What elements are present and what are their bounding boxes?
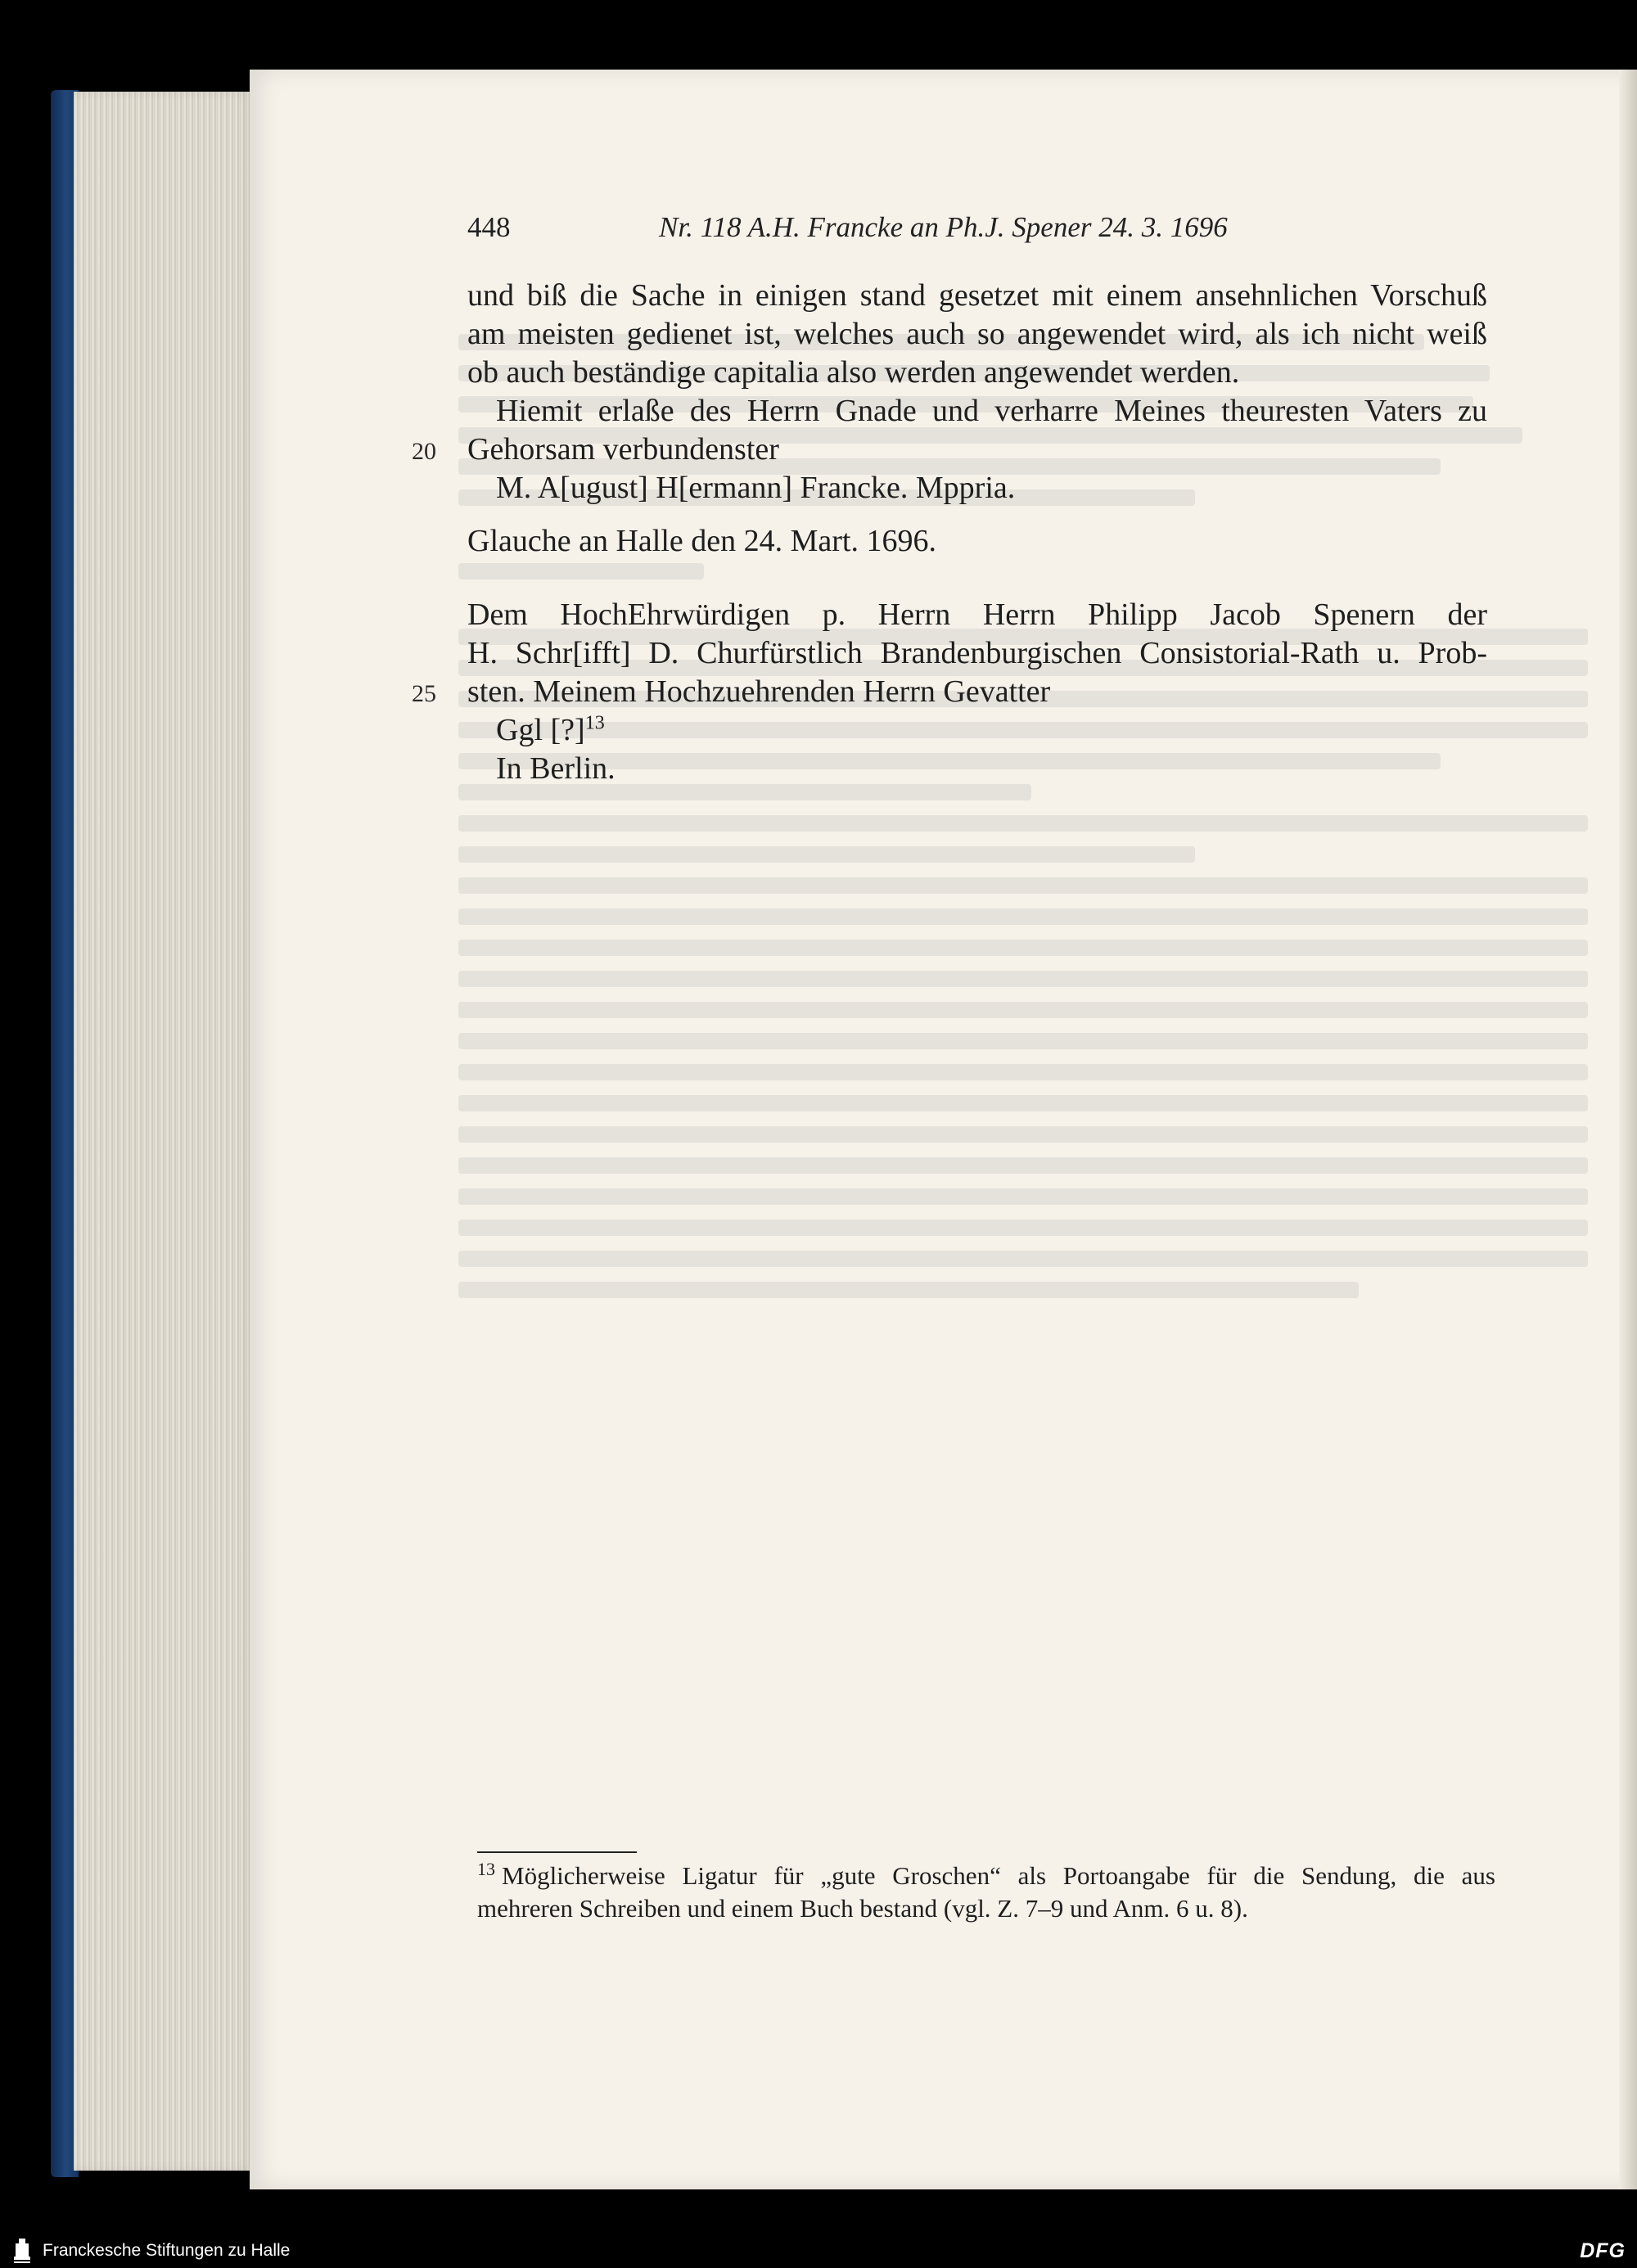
line-number: 25: [412, 680, 436, 707]
address-line: sten. Meinem Hochzuehrenden Herrn Gevatter: [467, 674, 1051, 709]
signature-line: M. A[ugust] H[ermann] Francke. Mppria.: [496, 471, 1016, 505]
page-number: 448: [467, 211, 511, 243]
footnote-number: 13: [477, 1858, 495, 1879]
footer-bar: [0, 2234, 1637, 2268]
footnote-line: [477, 1860, 1495, 1892]
footnote-rule: [477, 1851, 637, 1853]
place-date-line: Glauche an Halle den 24. Mart. 1696.: [467, 524, 936, 558]
institution-label: Franckesche Stiftungen zu Halle: [43, 2241, 291, 2260]
footnote-text: Möglicherweise Ligatur für „gute Groschen“ als Portoangabe für die Sendung, die aus: [502, 1861, 1495, 1890]
dfg-logo: DFG: [1580, 2239, 1626, 2262]
address-line: [496, 710, 1487, 750]
address-text: Ggl [?]: [496, 713, 585, 747]
footnote-line: mehreren Schreiben und einem Buch bestand (vgl. Z. 7–9 und Anm. 6 u. 8).: [477, 1894, 1248, 1923]
text-line: am meisten gedienet ist, welches auch so angewendet wird, als ich nicht weiß: [467, 317, 1487, 351]
footnote-reference: 13: [584, 712, 605, 734]
institution-seal-icon: [11, 2237, 33, 2265]
text-line: Gehorsam verbundenster: [467, 432, 779, 467]
page-right-edge: [1619, 70, 1637, 2189]
text-line: und biß die Sache in einigen stand gesetzet mit einem ansehnlichen Vorschuß: [467, 278, 1487, 313]
line-number: 20: [412, 438, 436, 465]
address-line: H. Schr[ifft] D. Churfürstlich Brandenburgischen Consistorial-Rath u. Prob-: [467, 636, 1487, 670]
page-edges: [74, 92, 254, 2171]
running-head: [467, 211, 1482, 250]
text-line: Hiemit erlaße des Herrn Gnade und verharre Meines theuresten Vaters zu: [496, 394, 1487, 428]
text-line: ob auch beständige capitalia also werden angewendet werden.: [467, 355, 1240, 390]
running-title: Nr. 118 A.H. Francke an Ph.J. Spener 24. 3. 1696: [659, 211, 1228, 243]
address-line: Dem HochEhrwürdigen p. Herrn Herrn Philipp Jacob Spenern der: [467, 597, 1487, 632]
address-line: In Berlin.: [496, 751, 616, 786]
